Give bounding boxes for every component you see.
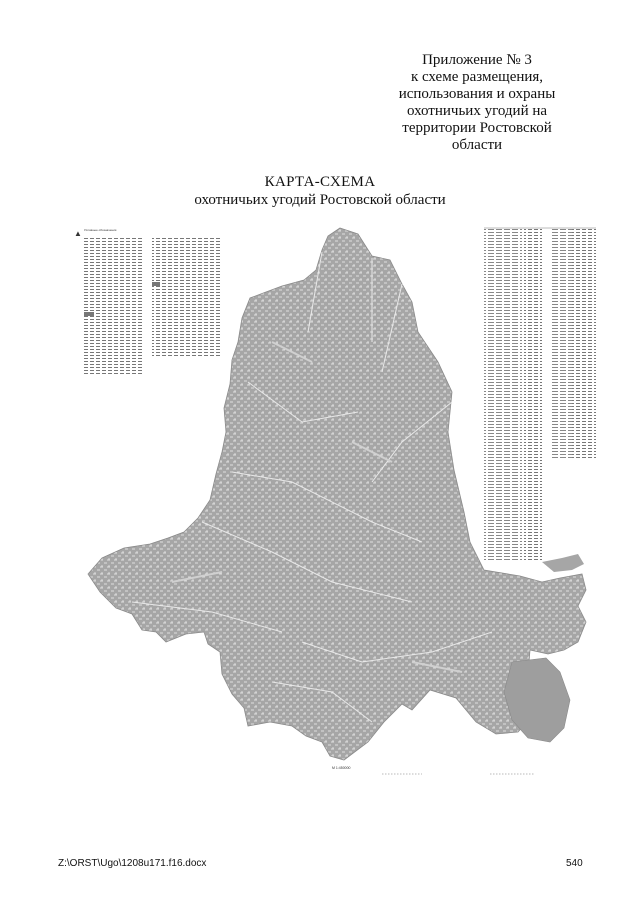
appendix-line: области — [451, 137, 503, 153]
appendix-line: к схеме размещения, — [410, 69, 544, 85]
map-legend — [74, 228, 222, 376]
hunting-grounds-table — [484, 228, 596, 560]
appendix-line: Приложение № 3 — [422, 52, 532, 68]
map-figure — [72, 222, 604, 782]
footer-page-number: 540 — [566, 858, 583, 869]
legend-heading: Условные обозначения — [84, 228, 117, 232]
footer-file-path: Z:\ORST\Ugo\1208u171.f16.docx — [58, 858, 207, 869]
appendix-note — [372, 52, 582, 154]
appendix-line: охотничьих угодий на — [406, 103, 548, 119]
scale-label: М 1:450000 — [332, 766, 351, 770]
appendix-line: территории Ростовской — [402, 120, 552, 136]
scale-bar — [332, 766, 534, 774]
north-arrow-icon: ▲ — [74, 229, 82, 238]
map-title: КАРТА-СХЕМА — [264, 174, 376, 190]
appendix-line: использования и охраны — [398, 86, 556, 102]
map-subtitle: охотничьих угодий Ростовской области — [194, 192, 446, 208]
